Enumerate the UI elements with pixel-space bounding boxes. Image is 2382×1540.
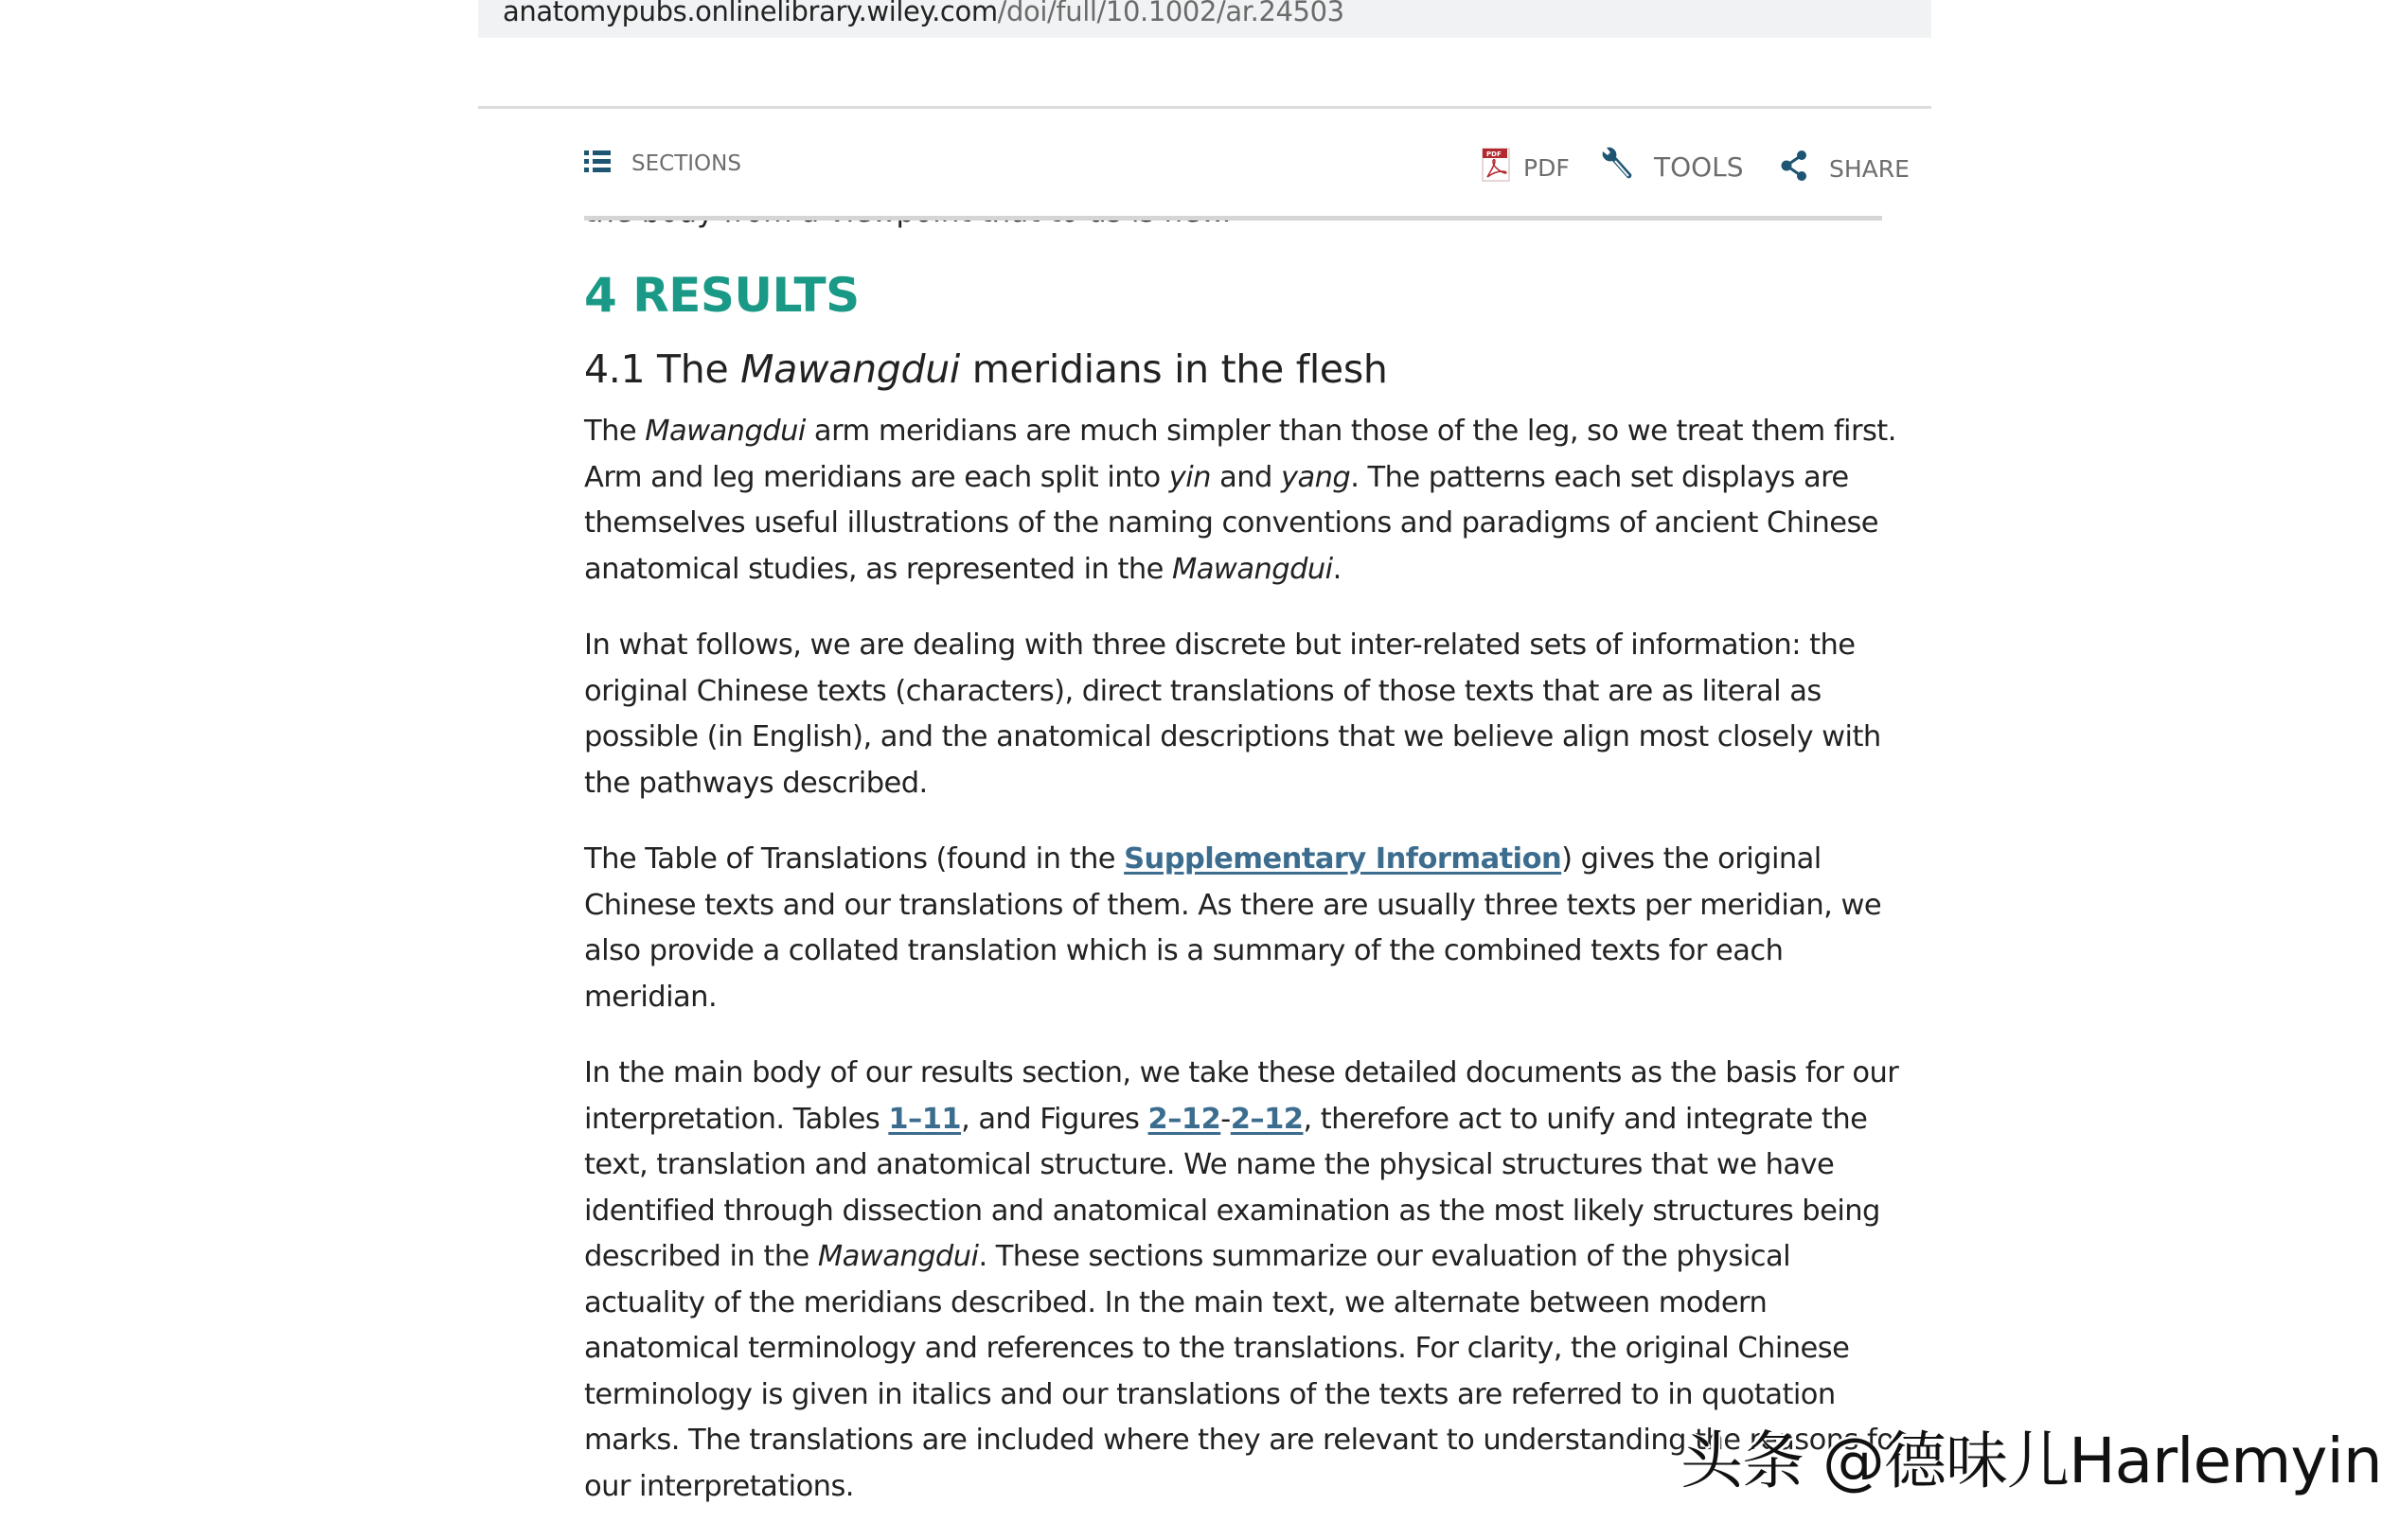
section-heading: 4 RESULTS — [584, 268, 860, 323]
italic-term: Mawangdui — [1172, 552, 1333, 586]
supplementary-information-link[interactable]: Supplementary Information — [1124, 842, 1562, 876]
text: The Table of Translations (found in the — [584, 842, 1125, 876]
pdf-file-icon — [1482, 148, 1510, 187]
figure-link-end[interactable]: 2–12 — [1230, 1102, 1304, 1136]
tools-button[interactable] — [1599, 146, 1744, 188]
svg-text:PDF: PDF — [1486, 150, 1502, 158]
subsection-italic: Mawangdui — [740, 346, 960, 392]
text: The — [584, 415, 646, 448]
url-text[interactable] — [503, 0, 1344, 27]
text: , and Figures — [961, 1102, 1148, 1136]
tables-link[interactable]: 1–11 — [888, 1102, 962, 1136]
italic-term: Mawangdui — [645, 415, 806, 448]
share-label: SHARE — [1829, 154, 1910, 183]
text: . — [1332, 552, 1342, 586]
paragraph-3 — [584, 837, 1910, 1020]
text: ) gives the original Chinese texts and our translations of them. As there are usually three texts per meridian, we also provide a collated translation which is a summary of the combined texts for each meridian. — [584, 842, 1882, 1014]
share-icon — [1780, 150, 1808, 187]
tools-label: TOOLS — [1654, 151, 1744, 183]
header-divider — [478, 106, 1931, 109]
subsection-prefix: 4.1 The — [584, 346, 741, 392]
subsection-suffix: meridians in the flesh — [960, 346, 1388, 392]
figure-link-start[interactable]: 2–12 — [1147, 1102, 1221, 1136]
toolbar-divider — [584, 216, 1882, 221]
text: , therefore act to unify and integrate the text, translation and anatomical structure. We name the physical structures that we have identified through dissection and anatomical examination as the most likely structures being described in the — [584, 1102, 1880, 1273]
pdf-label: PDF — [1523, 153, 1570, 182]
italic-term: yin — [1168, 460, 1211, 494]
sections-label: SECTIONS — [631, 151, 741, 176]
italic-term: yang — [1280, 460, 1351, 494]
article-body — [584, 265, 1910, 1540]
article-toolbar — [584, 140, 1910, 216]
url-host: anatomypubs.onlinelibrary.wiley.com — [503, 0, 998, 27]
list-icon — [584, 150, 611, 178]
pdf-button[interactable] — [1482, 148, 1570, 187]
address-bar[interactable] — [478, 0, 1931, 38]
text: . These sections summarize our evaluation of the physical actuality of the meridians described. In the main text, we alternate between modern anatomical terminology and references to the translations. For clarity, the original Chinese terminology is given in italics and our translations of the texts are referred to in quotation marks. The translations are included where they are relevant to understanding the reasons for our interpretations. — [584, 1240, 1906, 1503]
paragraph-2: In what follows, we are dealing with three discrete but inter-related sets of information: the original Chinese texts (characters), direct translations of those texts that are as literal as possible (in English), and the anatomical descriptions that we believe align most closely with the pathways described. — [584, 628, 1881, 800]
sections-button[interactable] — [584, 150, 741, 178]
italic-term: Mawangdui — [817, 1240, 979, 1273]
share-button[interactable] — [1780, 150, 1910, 187]
wrench-icon — [1599, 146, 1633, 188]
text: . The patterns each set displays are themselves useful illustrations of the naming conventions and paradigms of ancient Chinese anatomical studies, as represented in the — [584, 460, 1879, 586]
subsection-heading — [584, 343, 1910, 396]
text: - — [1220, 1102, 1231, 1136]
text: arm meridians are much simpler than those of the leg, so we treat them first. Arm and leg meridians are each split into — [584, 415, 1896, 494]
watermark: 头条 @德味儿Harlemyin — [1680, 1425, 2382, 1497]
paragraph-1 — [584, 409, 1910, 593]
text: and — [1210, 460, 1281, 494]
url-path: /doi/full/10.1002/ar.24503 — [997, 0, 1344, 27]
text: In the main body of our results section, we take these detailed documents as the basis for our interpretation. Tables — [584, 1056, 1899, 1136]
